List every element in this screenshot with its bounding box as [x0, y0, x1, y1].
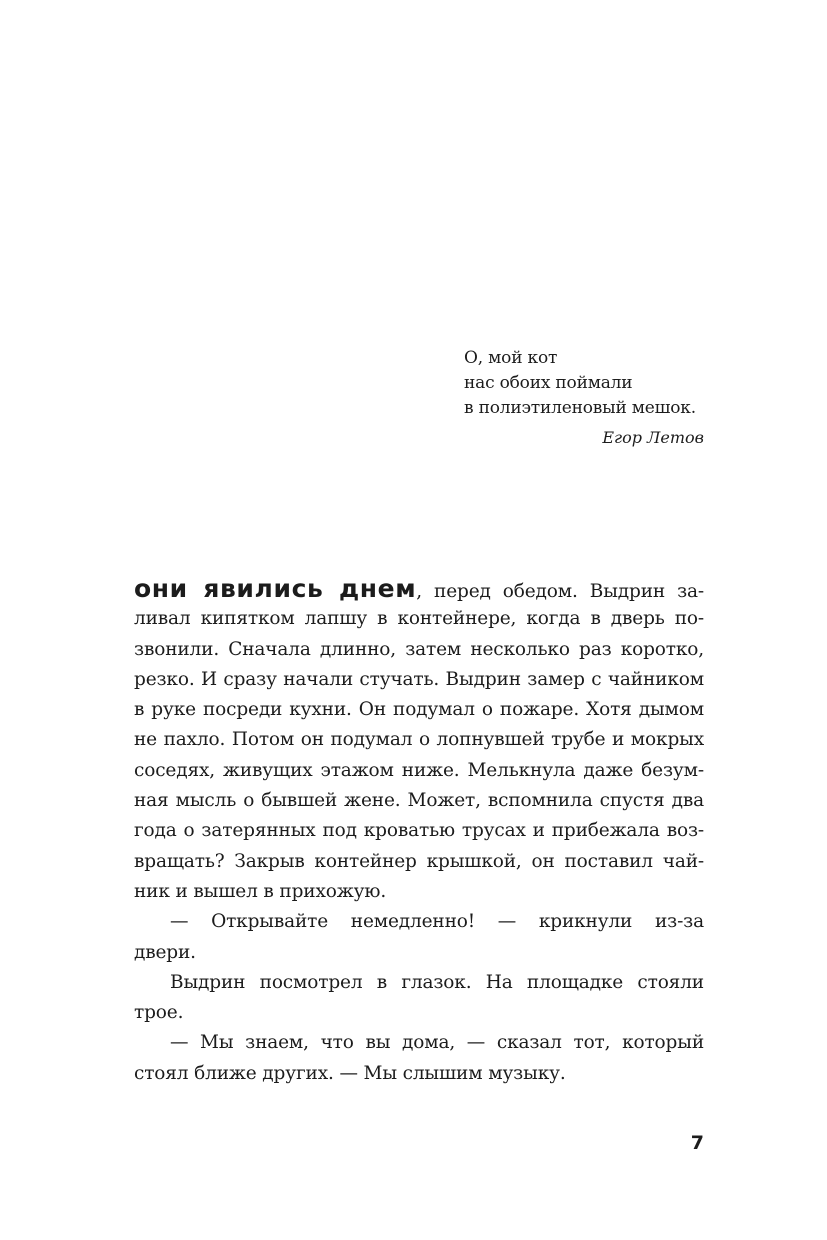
text-line: года о затерянных под кроватью трусах и прибежала воз- [134, 820, 704, 842]
paragraph-line: Выдрин посмотрел в глазок. На площадке стояли [170, 971, 704, 993]
dialogue-line: — Открывайте немедленно! — крикнули из-за [170, 911, 704, 933]
text-line: резко. И сразу начали стучать. Выдрин замер с чайником [134, 668, 704, 690]
text-line: вращать? Закрыв контейнер крышкой, он поставил чай- [134, 850, 704, 872]
text-line-fragment: , перед обедом. Выдрин за- [416, 581, 705, 602]
dialogue-line: — Мы знаем, что вы дома, — сказал тот, который [170, 1032, 704, 1054]
text-line: ник и вышел в прихожую. [134, 880, 387, 902]
text-line: не пахло. Потом он подумал о лопнувшей трубе и мокрых [134, 729, 704, 751]
page-number: 7 [690, 1132, 704, 1154]
text-line: звонили. Сначала длинно, затем несколько раз коротко, [134, 638, 704, 660]
epigraph-line: нас обоих поймали [464, 373, 633, 393]
chapter-lead-in: они явились днем [134, 574, 417, 603]
text-line: трое. [134, 1002, 184, 1024]
text-line: ливал кипятком лапшу в контейнере, когда в дверь по- [134, 608, 704, 630]
chapter-text [134, 574, 704, 1089]
text-line: соседях, живущих этажом ниже. Мелькнула даже безум- [134, 759, 704, 781]
epigraph-line: в полиэтиленовый мешок. [464, 398, 696, 418]
text-line: ная мысль о бывшей жене. Может, вспомнила спустя два [134, 790, 704, 812]
epigraph-author: Егор Летов [602, 428, 704, 447]
text-line: в руке посреди кухни. Он подумал о пожаре. Хотя дымом [134, 699, 704, 721]
text-line: двери. [134, 941, 196, 963]
text-line-first [134, 574, 704, 604]
text-line: стоял ближе других. — Мы слышим музыку. [134, 1062, 566, 1084]
epigraph [464, 346, 714, 450]
epigraph-line: О, мой кот [464, 348, 558, 368]
